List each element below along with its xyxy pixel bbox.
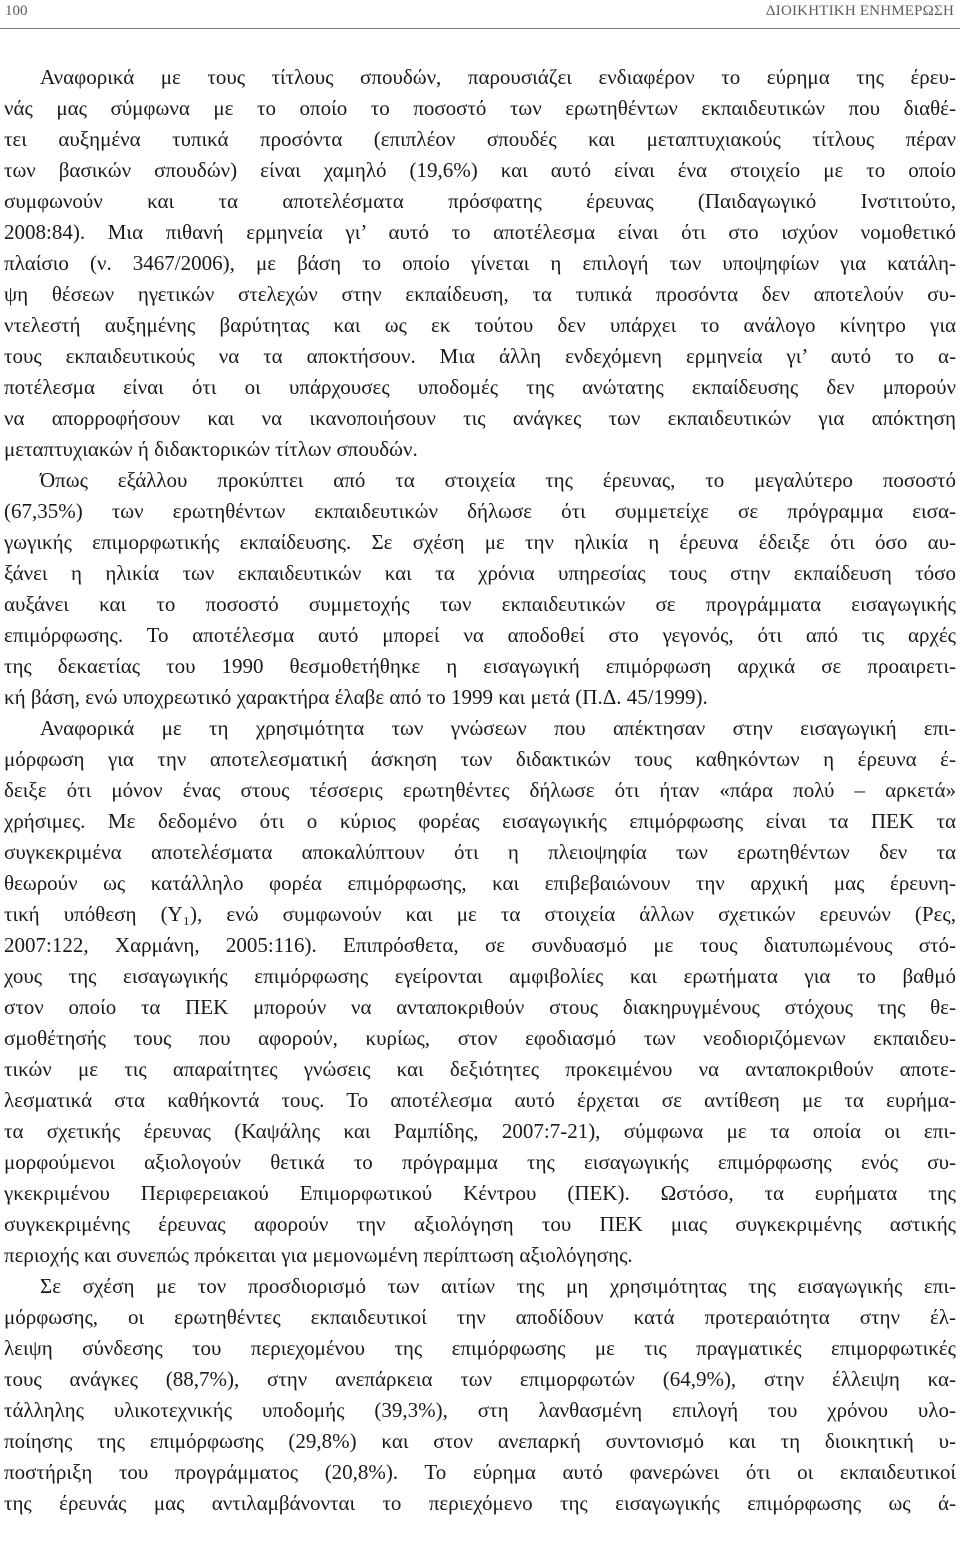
text-line: Αναφορικά με τη χρησιμότητα των γνώσεων που απέκτησαν στην εισαγωγική επι- bbox=[40, 716, 956, 740]
text-line: συγκεκριμένα αποτελέσματα αποκαλύπτουν ότι η πλειοψηφία των ερωτηθέντων δεν τα bbox=[4, 840, 956, 864]
text-line: τει αυξημένα τυπικά προσόντα (επιπλέον σπουδές και μεταπτυχιακούς τίτλους πέραν bbox=[4, 127, 956, 151]
text-line: τική υπόθεση (Υ₁), ενώ συμφωνούν και με τα στοιχεία άλλων σχετικών ερευνών (Ρες, bbox=[4, 902, 956, 926]
text-line: συγκεκριμένης έρευνας αφορούν την αξιολόγηση του ΠΕΚ μιας συγκεκριμένης αστικής bbox=[4, 1212, 956, 1236]
text-line: ποίησης της επιμόρφωσης (29,8%) και στον ανεπαρκή συντονισμό και τη διοικητική υ- bbox=[4, 1429, 956, 1453]
text-line: τικών με τις απαραίτητες γνώσεις και δεξιότητες προκειμένου να ανταποκριθούν αποτε- bbox=[4, 1057, 956, 1081]
text-line: ξάνει η ηλικία των εκπαιδευτικών και τα χρόνια υπηρεσίας τους στην εκπαίδευση τόσο bbox=[4, 561, 956, 585]
running-header bbox=[0, 0, 960, 29]
text-line: τάλληλης υλικοτεχνικής υποδομής (39,3%), στη λανθασμένη επιλογή του χρόνου υλο- bbox=[4, 1398, 956, 1422]
text-line: χρήσιμες. Με δεδομένο ότι ο κύριος φορέας εισαγωγικής επιμόρφωσης είναι τα ΠΕΚ τα bbox=[4, 809, 956, 833]
text-line: της έρευνάς μας αντιλαμβάνονται το περιεχόμενο της εισαγωγικής επιμόρφωσης ως ά- bbox=[4, 1491, 956, 1515]
text-line: χους της εισαγωγικής επιμόρφωσης εγείρονται αμφιβολίες και ερωτήματα για το βαθμό bbox=[4, 964, 956, 988]
text-line: πλαίσιο (ν. 3467/2006), με βάση το οποίο γίνεται η επιλογή των υποψηφίων για κατάλη- bbox=[4, 251, 956, 275]
text-line: τους εκπαιδευτικούς να τα αποκτήσουν. Μια άλλη ενδεχόμενη ερμηνεία γι’ αυτό το α- bbox=[4, 344, 956, 368]
text-line: να απορροφήσουν και να ικανοποιήσουν τις ανάγκες των εκπαιδευτικών για απόκτηση bbox=[4, 406, 956, 430]
running-title: ΔΙΟΙΚΗΤΙΚΗ ΕΝΗΜΕΡΩΣΗ bbox=[765, 3, 954, 19]
text-line: 2008:84). Μια πιθανή ερμηνεία γι’ αυτό το αποτέλεσμα είναι ότι στο ισχύον νομοθετικό bbox=[4, 220, 956, 244]
text-line: στον οποίο τα ΠΕΚ μπορούν να ανταποκριθούν στους διακηρυγμένους στόχους της θε- bbox=[4, 995, 956, 1019]
text-line: Αναφορικά με τους τίτλους σπουδών, παρουσιάζει ενδιαφέρον το εύρημα της έρευ- bbox=[40, 65, 956, 89]
page-number: 100 bbox=[5, 3, 28, 19]
text-line: τους ανάγκες (88,7%), στην ανεπάρκεια των επιμορφωτών (64,9%), στην έλλειψη κα- bbox=[4, 1367, 956, 1391]
text-line: περιοχής και συνεπώς πρόκειται για μεμονωμένη περίπτωση αξιολόγησης. bbox=[4, 1243, 633, 1267]
text-line: της δεκαετίας του 1990 θεσμοθετήθηκε η εισαγωγική επιμόρφωση αρχικά σε προαιρετι- bbox=[4, 654, 956, 678]
text-line: Όπως εξάλλου προκύπτει από τα στοιχεία της έρευνας, το μεγαλύτερο ποσοστό bbox=[40, 468, 956, 492]
text-line: αυξάνει και το ποσοστό συμμετοχής των εκπαιδευτικών σε προγράμματα εισαγωγικής bbox=[4, 592, 956, 616]
text-line: γκεκριμένου Περιφερειακού Επιμορφωτικού Κέντρου (ΠΕΚ). Ωστόσο, τα ευρήματα της bbox=[4, 1181, 956, 1205]
text-line: 2007:122, Χαρμάνη, 2005:116). Επιπρόσθετα, σε συνδυασμό με τους διατυπωμένους στό- bbox=[4, 933, 956, 957]
text-line: λεσματικά στα καθήκοντά τους. Το αποτέλεσμα αυτό έρχεται σε αντίθεση με τα ευρήμα- bbox=[4, 1088, 956, 1112]
text-line: των βασικών σπουδών) είναι χαμηλό (19,6%) και αυτό είναι ένα στοιχείο με το οποίο bbox=[4, 158, 956, 182]
text-line: (67,35%) των ερωτηθέντων εκπαιδευτικών δήλωσε ότι συμμετείχε σε πρόγραμμα εισα- bbox=[4, 499, 956, 523]
text-line: μεταπτυχιακών ή διδακτορικών τίτλων σπουδών. bbox=[4, 437, 418, 461]
text-line: μόρφωση για την αποτελεσματική άσκηση των διδακτικών τους καθηκόντων η έρευνα έ- bbox=[4, 747, 956, 771]
text-line: συμφωνούν και τα αποτελέσματα πρόσφατης έρευνας (Παιδαγωγικό Ινστιτούτο, bbox=[4, 189, 956, 213]
body-text bbox=[4, 62, 956, 1519]
text-line: μορφούμενοι αξιολογούν θετικά το πρόγραμμα της εισαγωγικής επιμόρφωσης ενός συ- bbox=[4, 1150, 956, 1174]
text-line: ντελεστή αυξημένης βαρύτητας και ως εκ τούτου δεν υπάρχει το ανάλογο κίνητρο για bbox=[4, 313, 956, 337]
text-line: Σε σχέση με τον προσδιορισμό των αιτίων της μη χρησιμότητας της εισαγωγικής επι- bbox=[40, 1274, 956, 1298]
text-line: ποστήριξη του προγράμματος (20,8%). Το εύρημα αυτό φανερώνει ότι οι εκπαιδευτικοί bbox=[4, 1460, 956, 1484]
text-line: ποτέλεσμα είναι ότι οι υπάρχουσες υποδομές της ανώτατης εκπαίδευσης δεν μπορούν bbox=[4, 375, 956, 399]
text-line: λειψη σύνδεσης του περιεχομένου της επιμόρφωσης με τις πραγματικές επιμορφωτικές bbox=[4, 1336, 956, 1360]
text-line: επιμόρφωσης. Το αποτέλεσμα αυτό μπορεί να αποδοθεί στο γεγονός, ότι από τις αρχές bbox=[4, 623, 956, 647]
text-line: θεωρούν ως κατάλληλο φορέα επιμόρφωσης, και επιβεβαιώνουν την αρχική μας έρευνη- bbox=[4, 871, 956, 895]
text-line: γωγικής επιμορφωτικής εκπαίδευσης. Σε σχέση με την ηλικία η έρευνα έδειξε ότι όσο αυ- bbox=[4, 530, 956, 554]
text-line: τα σχετικής έρευνας (Καψάλης και Ραμπίδης, 2007:7-21), σύμφωνα με τα οποία οι επι- bbox=[4, 1119, 956, 1143]
text-line: νάς μας σύμφωνα με το οποίο το ποσοστό των ερωτηθέντων εκπαιδευτικών που διαθέ- bbox=[4, 96, 956, 120]
text-line: ψη θέσεων ηγετικών στελεχών στην εκπαίδευση, τα τυπικά προσόντα δεν αποτελούν συ- bbox=[4, 282, 956, 306]
text-line: δειξε ότι μόνον ένας στους τέσσερις ερωτηθέντες δήλωσε ότι ήταν «πάρα πολύ – αρκετά» bbox=[4, 778, 956, 802]
text-line: μόρφωσης, οι ερωτηθέντες εκπαιδευτικοί την αποδίδουν κατά προτεραιότητα στην έλ- bbox=[4, 1305, 956, 1329]
text-line: κή βάση, ενώ υποχρεωτικό χαρακτήρα έλαβε από το 1999 και μετά (Π.Δ. 45/1999). bbox=[4, 685, 708, 709]
text-line: σμοθέτησής τους που αφορούν, κυρίως, στον εφοδιασμό των νεοδιοριζόμενων εκπαιδευ- bbox=[4, 1026, 956, 1050]
